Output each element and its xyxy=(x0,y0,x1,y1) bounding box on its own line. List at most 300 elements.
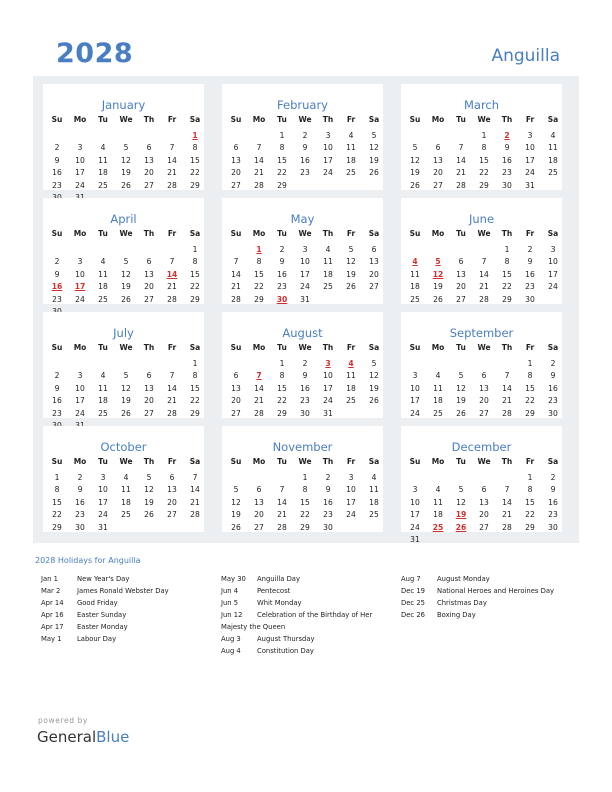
day-cell: 9 xyxy=(77,485,83,495)
day-cell: 9 xyxy=(54,269,60,279)
day-cell: 4 xyxy=(123,473,129,482)
day-cell: 10 xyxy=(548,257,558,267)
weekday-header: We xyxy=(477,343,491,352)
day-cell: 18 xyxy=(548,155,558,165)
day-cell: 6 xyxy=(146,257,152,267)
holiday-day-cell: 19 xyxy=(455,510,467,520)
day-cell: 9 xyxy=(54,383,60,393)
weekday-header: Mo xyxy=(252,457,266,466)
weekday-header: Su xyxy=(409,229,421,238)
weekday-header: Th xyxy=(501,343,513,352)
day-cell: 1 xyxy=(192,359,198,368)
day-cell: 21 xyxy=(167,168,177,178)
day-cell: 24 xyxy=(410,408,420,418)
day-cell: 19 xyxy=(410,168,420,178)
day-cell: 18 xyxy=(410,282,420,292)
day-cell: 12 xyxy=(121,269,131,279)
day-cell: 10 xyxy=(300,257,310,267)
day-cell: 9 xyxy=(527,257,533,267)
day-cell: 24 xyxy=(300,282,310,292)
day-cell: 26 xyxy=(369,396,379,406)
weekday-header: Th xyxy=(322,115,334,124)
day-cell: 22 xyxy=(525,510,535,520)
day-cell: 3 xyxy=(77,143,83,153)
holiday-name: James Ronald Webster Day xyxy=(77,587,169,595)
day-cell: 28 xyxy=(456,180,466,190)
day-cell: 24 xyxy=(525,168,535,178)
weekday-header: Mo xyxy=(431,343,445,352)
day-cell: 8 xyxy=(504,257,510,267)
day-cell: 27 xyxy=(456,294,466,304)
day-cell: 26 xyxy=(456,408,466,418)
day-cell: 16 xyxy=(548,383,558,393)
day-cell: 5 xyxy=(348,245,354,254)
day-cell: 15 xyxy=(277,383,287,393)
day-cell: 14 xyxy=(231,269,241,279)
day-cell: 27 xyxy=(144,180,154,190)
day-cell: 25 xyxy=(346,168,356,178)
holiday-day-cell: 12 xyxy=(432,269,444,279)
day-cell: 26 xyxy=(121,294,131,304)
day-cell: 18 xyxy=(433,510,443,520)
day-cell: 27 xyxy=(254,522,264,532)
day-cell: 22 xyxy=(190,168,200,178)
day-cell: 13 xyxy=(231,383,241,393)
day-cell: 17 xyxy=(323,383,333,393)
day-cell: 27 xyxy=(144,294,154,304)
day-cell: 3 xyxy=(325,131,331,140)
day-cell: 11 xyxy=(346,371,356,381)
day-cell: 23 xyxy=(52,408,62,418)
holiday-name: Labour Day xyxy=(77,635,117,643)
month-name: November xyxy=(272,440,333,454)
day-cell: 15 xyxy=(277,155,287,165)
holiday-name: August Monday xyxy=(437,575,490,583)
day-cell: 17 xyxy=(75,396,85,406)
day-cell: 1 xyxy=(302,473,308,482)
weekday-header: Tu xyxy=(456,457,466,466)
day-cell: 28 xyxy=(254,408,264,418)
brand-text-general: General xyxy=(37,728,97,746)
month-april xyxy=(43,198,204,304)
day-cell: 20 xyxy=(144,396,154,406)
day-cell: 7 xyxy=(481,257,487,267)
weekday-header: Tu xyxy=(277,229,287,238)
day-cell: 7 xyxy=(169,257,175,267)
day-cell: 2 xyxy=(54,371,60,381)
day-cell: 19 xyxy=(231,510,241,520)
holiday-date: Aug 4 xyxy=(221,647,241,655)
weekday-header: Tu xyxy=(98,229,108,238)
month-name: May xyxy=(290,212,315,226)
holiday-day-cell: 17 xyxy=(74,282,86,292)
weekday-header: Sa xyxy=(547,115,559,124)
month-july xyxy=(43,312,204,418)
day-cell: 2 xyxy=(527,245,533,254)
day-cell: 18 xyxy=(346,155,356,165)
day-cell: 15 xyxy=(525,497,535,507)
weekday-header: Sa xyxy=(368,115,380,124)
day-cell: 25 xyxy=(433,408,443,418)
day-cell: 29 xyxy=(277,180,287,190)
weekday-header: Sa xyxy=(547,343,559,352)
day-cell: 27 xyxy=(144,408,154,418)
weekday-header: Mo xyxy=(73,115,87,124)
day-cell: 27 xyxy=(433,180,443,190)
weekday-header: Th xyxy=(501,115,513,124)
day-cell: 20 xyxy=(369,269,379,279)
day-cell: 1 xyxy=(527,359,533,368)
day-cell: 1 xyxy=(192,245,198,254)
holiday-day-cell: 2 xyxy=(504,131,510,140)
day-cell: 1 xyxy=(481,131,487,140)
weekday-header: Sa xyxy=(547,457,559,466)
day-cell: 11 xyxy=(433,497,443,507)
weekday-header: Mo xyxy=(73,457,87,466)
day-cell: 9 xyxy=(302,371,308,381)
month-name: July xyxy=(113,326,134,340)
day-cell: 7 xyxy=(233,257,239,267)
weekday-header: Mo xyxy=(252,343,266,352)
day-cell: 20 xyxy=(479,396,489,406)
day-cell: 19 xyxy=(121,396,131,406)
day-cell: 2 xyxy=(279,245,285,254)
day-cell: 19 xyxy=(369,383,379,393)
holiday-date: Jan 1 xyxy=(41,575,58,583)
day-cell: 10 xyxy=(75,383,85,393)
day-cell: 12 xyxy=(121,383,131,393)
holiday-day-cell: 4 xyxy=(348,359,354,368)
day-cell: 21 xyxy=(502,396,512,406)
day-cell: 7 xyxy=(458,143,464,153)
day-cell: 22 xyxy=(277,168,287,178)
day-cell: 16 xyxy=(52,396,62,406)
day-cell: 23 xyxy=(52,180,62,190)
day-cell: 6 xyxy=(371,245,377,254)
day-cell: 15 xyxy=(190,155,200,165)
day-cell: 11 xyxy=(323,257,333,267)
weekday-header: Su xyxy=(51,457,63,466)
day-cell: 28 xyxy=(479,294,489,304)
weekday-header: Sa xyxy=(368,457,380,466)
day-cell: 30 xyxy=(525,294,535,304)
day-cell: 15 xyxy=(190,383,200,393)
day-cell: 10 xyxy=(410,383,420,393)
day-cell: 6 xyxy=(458,257,464,267)
day-cell: 2 xyxy=(54,143,60,153)
holiday-name: Constitution Day xyxy=(257,647,314,655)
day-cell: 11 xyxy=(121,485,131,495)
day-cell: 19 xyxy=(456,396,466,406)
day-cell: 20 xyxy=(144,168,154,178)
day-cell: 15 xyxy=(190,269,200,279)
day-cell: 28 xyxy=(277,522,287,532)
day-cell: 24 xyxy=(346,510,356,520)
day-cell: 5 xyxy=(123,257,129,267)
day-cell: 15 xyxy=(525,383,535,393)
day-cell: 1 xyxy=(279,131,285,140)
day-cell: 15 xyxy=(502,269,512,279)
day-cell: 28 xyxy=(254,180,264,190)
holidays-title: 2028 Holidays for Anguilla xyxy=(35,556,141,565)
day-cell: 18 xyxy=(433,396,443,406)
brand-logo[interactable] xyxy=(37,728,129,746)
day-cell: 31 xyxy=(98,522,108,532)
day-cell: 12 xyxy=(121,155,131,165)
weekday-header: We xyxy=(119,229,133,238)
weekday-header: Sa xyxy=(189,229,201,238)
holiday-name: Pentecost xyxy=(257,587,291,595)
weekday-header: Su xyxy=(409,457,421,466)
day-cell: 27 xyxy=(231,408,241,418)
day-cell: 2 xyxy=(550,473,556,482)
day-cell: 3 xyxy=(100,473,106,482)
day-cell: 9 xyxy=(279,257,285,267)
day-cell: 3 xyxy=(302,245,308,254)
day-cell: 14 xyxy=(190,485,200,495)
weekday-header: Fr xyxy=(167,457,177,466)
day-cell: 27 xyxy=(231,180,241,190)
day-cell: 22 xyxy=(479,168,489,178)
day-cell: 9 xyxy=(550,371,556,381)
month-december xyxy=(401,426,562,544)
day-cell: 26 xyxy=(369,168,379,178)
day-cell: 10 xyxy=(75,269,85,279)
day-cell: 23 xyxy=(75,510,85,520)
day-cell: 21 xyxy=(502,510,512,520)
day-cell: 25 xyxy=(121,510,131,520)
weekday-header: Su xyxy=(51,343,63,352)
day-cell: 11 xyxy=(410,269,420,279)
day-cell: 8 xyxy=(279,371,285,381)
day-cell: 24 xyxy=(548,282,558,292)
day-cell: 8 xyxy=(481,143,487,153)
weekday-header: Su xyxy=(51,229,63,238)
day-cell: 5 xyxy=(412,143,418,153)
day-cell: 8 xyxy=(279,143,285,153)
day-cell: 8 xyxy=(192,371,198,381)
month-name: August xyxy=(282,326,323,340)
day-cell: 20 xyxy=(231,168,241,178)
day-cell: 14 xyxy=(456,155,466,165)
day-cell: 29 xyxy=(277,408,287,418)
day-cell: 28 xyxy=(231,294,241,304)
month-june xyxy=(401,198,562,304)
weekday-header: Mo xyxy=(431,229,445,238)
holiday-date: Jun 5 xyxy=(221,599,239,607)
day-cell: 12 xyxy=(231,497,241,507)
weekday-header: Mo xyxy=(73,343,87,352)
day-cell: 10 xyxy=(410,497,420,507)
weekday-header: Fr xyxy=(525,343,535,352)
day-cell: 9 xyxy=(302,143,308,153)
day-cell: 11 xyxy=(98,155,108,165)
day-cell: 30 xyxy=(548,522,558,532)
holiday-day-cell: 7 xyxy=(256,371,262,381)
weekday-header: We xyxy=(119,457,133,466)
weekday-header: Fr xyxy=(346,343,356,352)
day-cell: 5 xyxy=(371,359,377,368)
day-cell: 2 xyxy=(325,473,331,482)
day-cell: 20 xyxy=(167,497,177,507)
day-cell: 5 xyxy=(458,485,464,495)
weekday-header: Su xyxy=(230,229,242,238)
day-cell: 4 xyxy=(435,485,441,495)
country-title: Anguilla xyxy=(491,46,560,66)
day-cell: 13 xyxy=(167,485,177,495)
day-cell: 16 xyxy=(52,168,62,178)
day-cell: 6 xyxy=(146,371,152,381)
day-cell: 16 xyxy=(75,497,85,507)
holiday-date: Aug 3 xyxy=(221,635,241,643)
month-february xyxy=(222,84,383,190)
day-cell: 14 xyxy=(502,383,512,393)
day-cell: 29 xyxy=(479,180,489,190)
day-cell: 10 xyxy=(323,371,333,381)
day-cell: 23 xyxy=(300,396,310,406)
day-cell: 25 xyxy=(323,282,333,292)
weekday-header: Sa xyxy=(189,457,201,466)
holiday-date: May 30 xyxy=(221,575,246,583)
day-cell: 17 xyxy=(75,168,85,178)
day-cell: 4 xyxy=(435,371,441,381)
day-cell: 12 xyxy=(456,497,466,507)
day-cell: 31 xyxy=(323,408,333,418)
day-cell: 17 xyxy=(346,497,356,507)
day-cell: 25 xyxy=(98,408,108,418)
day-cell: 29 xyxy=(190,294,200,304)
weekday-header: We xyxy=(119,343,133,352)
holiday-date: Dec 25 xyxy=(401,599,425,607)
day-cell: 16 xyxy=(277,269,287,279)
weekday-header: We xyxy=(477,457,491,466)
holiday-date: Dec 19 xyxy=(401,587,425,595)
day-cell: 16 xyxy=(525,269,535,279)
day-cell: 17 xyxy=(548,269,558,279)
day-cell: 5 xyxy=(123,371,129,381)
weekday-header: Su xyxy=(230,115,242,124)
day-cell: 20 xyxy=(433,168,443,178)
day-cell: 11 xyxy=(433,383,443,393)
day-cell: 12 xyxy=(456,383,466,393)
day-cell: 30 xyxy=(502,180,512,190)
day-cell: 6 xyxy=(481,371,487,381)
day-cell: 24 xyxy=(75,294,85,304)
day-cell: 24 xyxy=(75,408,85,418)
holiday-name: Anguilla Day xyxy=(257,575,300,583)
day-cell: 20 xyxy=(144,282,154,292)
day-cell: 17 xyxy=(410,396,420,406)
day-cell: 15 xyxy=(52,497,62,507)
month-september xyxy=(401,312,562,418)
day-cell: 14 xyxy=(167,155,177,165)
brand-text-blue: Blue xyxy=(96,728,130,746)
weekday-header: Fr xyxy=(167,229,177,238)
holiday-date: Apr 16 xyxy=(41,611,64,619)
day-cell: 29 xyxy=(300,522,310,532)
weekday-header: Mo xyxy=(73,229,87,238)
day-cell: 8 xyxy=(256,257,262,267)
day-cell: 9 xyxy=(550,485,556,495)
day-cell: 20 xyxy=(479,510,489,520)
weekday-header: Su xyxy=(409,115,421,124)
holiday-day-cell: 1 xyxy=(256,245,262,254)
day-cell: 11 xyxy=(346,143,356,153)
month-name: March xyxy=(463,98,500,112)
day-cell: 26 xyxy=(346,282,356,292)
holiday-name: Majesty the Queen xyxy=(221,623,286,631)
holiday-name: New Year's Day xyxy=(77,575,130,583)
day-cell: 15 xyxy=(254,269,264,279)
holiday-date: May 1 xyxy=(41,635,62,643)
day-cell: 25 xyxy=(369,510,379,520)
day-cell: 23 xyxy=(323,510,333,520)
day-cell: 13 xyxy=(231,155,241,165)
day-cell: 13 xyxy=(254,497,264,507)
day-cell: 21 xyxy=(479,282,489,292)
day-cell: 24 xyxy=(323,396,333,406)
month-march xyxy=(401,84,562,190)
day-cell: 25 xyxy=(548,168,558,178)
day-cell: 13 xyxy=(433,155,443,165)
day-cell: 8 xyxy=(527,485,533,495)
holiday-name: Boxing Day xyxy=(437,611,476,619)
day-cell: 10 xyxy=(323,143,333,153)
day-cell: 13 xyxy=(479,383,489,393)
day-cell: 12 xyxy=(369,371,379,381)
month-may xyxy=(222,198,383,304)
month-november xyxy=(222,426,383,532)
day-cell: 13 xyxy=(369,257,379,267)
day-cell: 1 xyxy=(527,473,533,482)
month-name: June xyxy=(468,212,495,226)
day-cell: 10 xyxy=(75,155,85,165)
day-cell: 19 xyxy=(144,497,154,507)
weekday-header: Mo xyxy=(431,115,445,124)
day-cell: 29 xyxy=(190,180,200,190)
day-cell: 19 xyxy=(369,155,379,165)
day-cell: 14 xyxy=(277,497,287,507)
day-cell: 23 xyxy=(502,168,512,178)
holiday-day-cell: 1 xyxy=(192,131,198,140)
day-cell: 12 xyxy=(144,485,154,495)
day-cell: 2 xyxy=(54,257,60,267)
day-cell: 24 xyxy=(98,510,108,520)
weekday-header: Tu xyxy=(456,229,466,238)
day-cell: 26 xyxy=(231,522,241,532)
day-cell: 18 xyxy=(121,497,131,507)
day-cell: 23 xyxy=(277,282,287,292)
day-cell: 10 xyxy=(98,485,108,495)
day-cell: 18 xyxy=(369,497,379,507)
day-cell: 11 xyxy=(98,269,108,279)
day-cell: 7 xyxy=(169,371,175,381)
day-cell: 6 xyxy=(435,143,441,153)
day-cell: 14 xyxy=(254,383,264,393)
day-cell: 21 xyxy=(254,168,264,178)
day-cell: 20 xyxy=(254,510,264,520)
day-cell: 21 xyxy=(190,497,200,507)
weekday-header: Sa xyxy=(368,343,380,352)
day-cell: 31 xyxy=(410,535,420,544)
month-name: February xyxy=(277,98,328,112)
day-cell: 3 xyxy=(412,485,418,495)
month-january xyxy=(43,84,204,190)
day-cell: 17 xyxy=(323,155,333,165)
day-cell: 25 xyxy=(346,396,356,406)
holiday-date: Apr 17 xyxy=(41,623,64,631)
day-cell: 21 xyxy=(456,168,466,178)
